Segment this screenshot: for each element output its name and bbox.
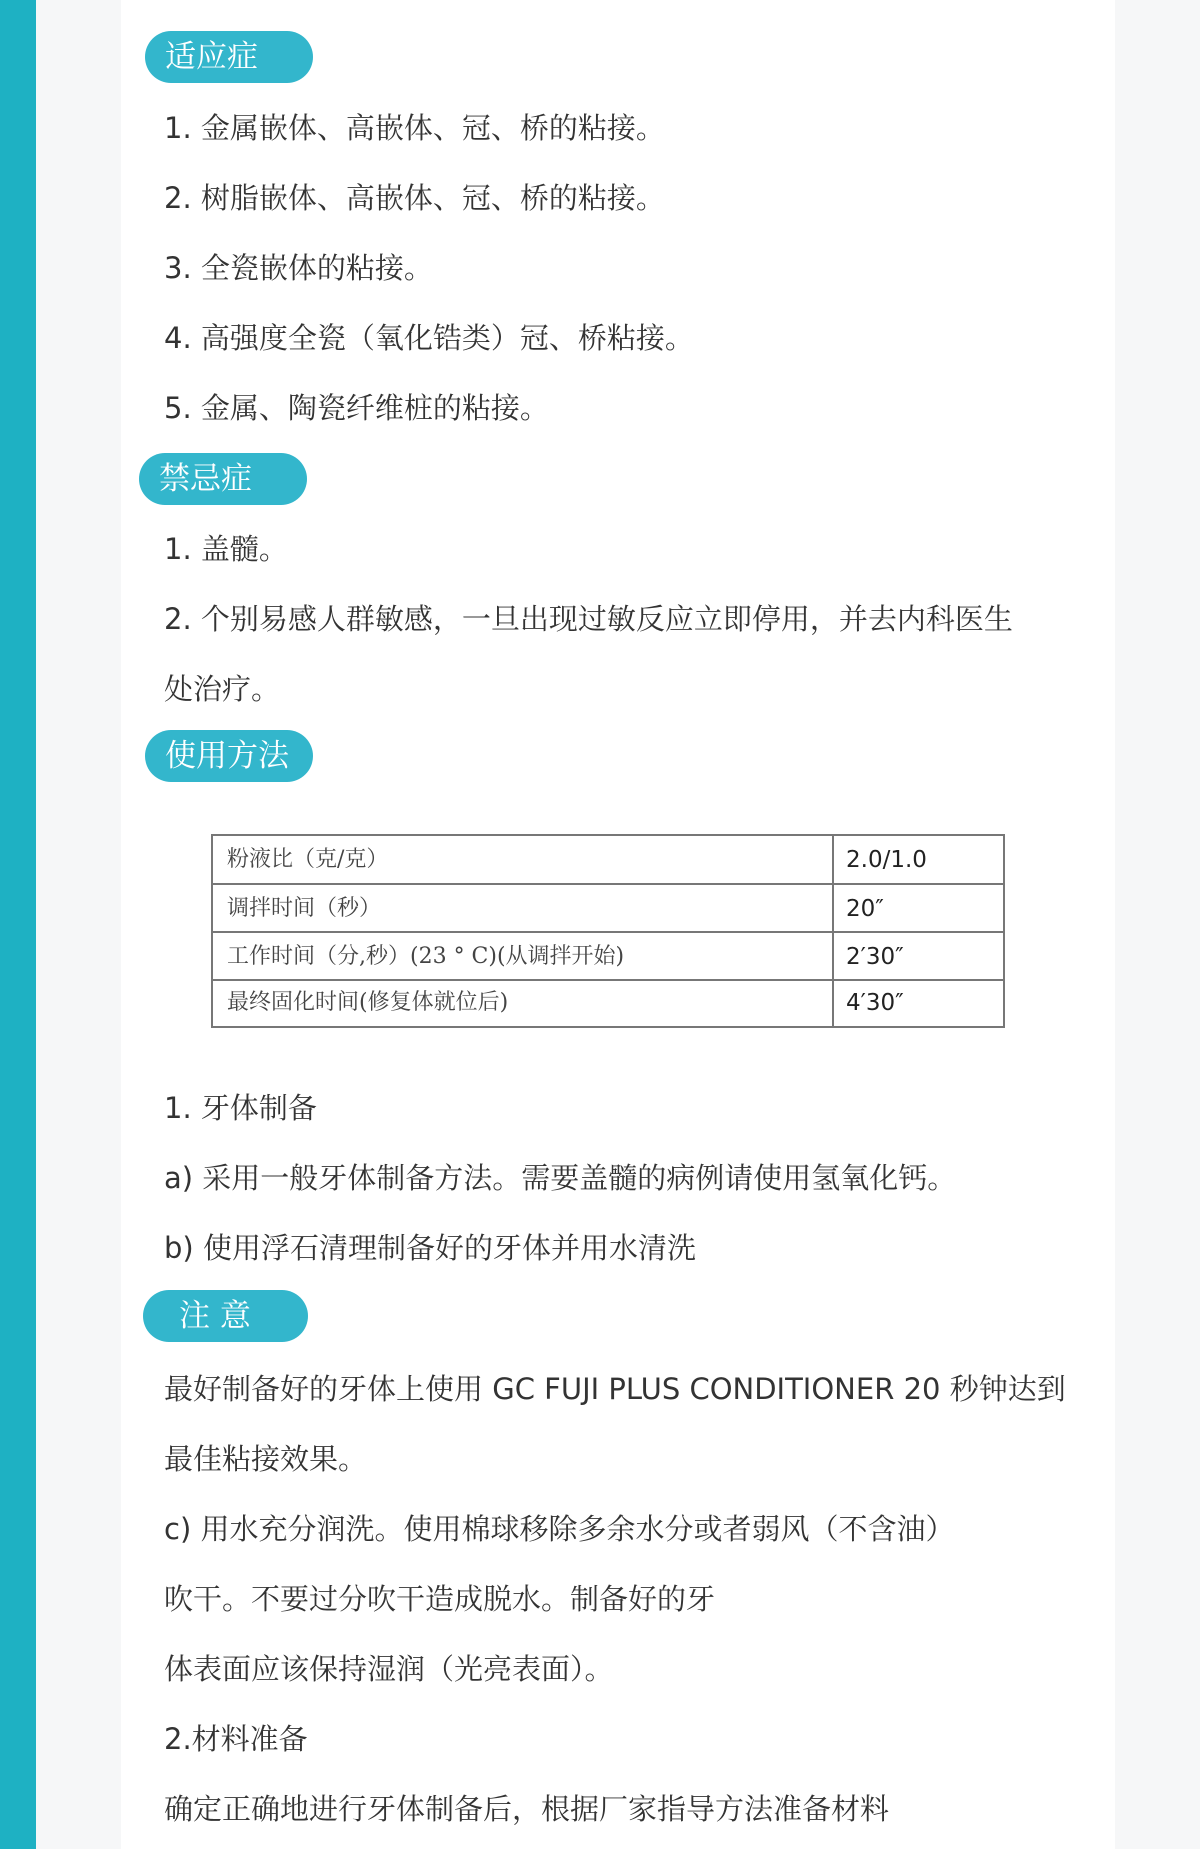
- caution-line-2: 最佳粘接效果。: [164, 1442, 368, 1476]
- material-prep-line: 确定正确地进行牙体制备后，根据厂家指导方法准备材料: [164, 1792, 890, 1826]
- caution-heading: 注 意: [143, 1290, 308, 1342]
- table-cell-label: 最终固化时间(修复体就位后): [227, 990, 509, 1015]
- table-row: [213, 885, 1003, 933]
- table-cell-label: 调拌时间（秒）: [227, 896, 382, 921]
- caution-line-1: 最好制备好的牙体上使用 GC FUJI PLUS CONDITIONER 20 秒钟达到: [164, 1372, 1066, 1406]
- usage-step-1: 1. 牙体制备: [164, 1091, 317, 1125]
- indication-item-3: 3. 全瓷嵌体的粘接。: [164, 251, 433, 285]
- left-accent-bar: [0, 0, 36, 1849]
- contraindication-item-1: 1. 盖髓。: [164, 532, 288, 566]
- table-row: [213, 979, 1003, 1027]
- usage-step-a: a) 采用一般牙体制备方法。需要盖髓的病例请使用氢氧化钙。: [164, 1161, 957, 1195]
- table-cell-label: 工作时间（分,秒）(23 ° C)(从调拌开始): [227, 944, 625, 969]
- indication-item-4: 4. 高强度全瓷（氧化锆类）冠、桥粘接。: [164, 321, 694, 355]
- indication-item-2: 2. 树脂嵌体、高嵌体、冠、桥的粘接。: [164, 181, 665, 215]
- usage-step-b: b) 使用浮石清理制备好的牙体并用水清洗: [164, 1231, 696, 1265]
- caution-line-3: c) 用水充分润洗。使用棉球移除多余水分或者弱风（不含油）: [164, 1512, 955, 1546]
- table-row: [213, 933, 1003, 981]
- table-cell-value: 2′30″: [846, 944, 904, 970]
- caution-line-5: 体表面应该保持湿润（光亮表面）。: [164, 1652, 614, 1686]
- mixing-parameters-table: [211, 834, 1005, 1028]
- caution-line-4: 吹干。不要过分吹干造成脱水。制备好的牙: [164, 1582, 716, 1616]
- usage-heading: 使用方法: [145, 730, 313, 782]
- indication-item-1: 1. 金属嵌体、高嵌体、冠、桥的粘接。: [164, 111, 665, 145]
- table-row: [213, 836, 1003, 884]
- material-prep-heading: 2.材料准备: [164, 1722, 308, 1756]
- table-cell-value: 20″: [846, 896, 884, 922]
- contraindications-heading: 禁忌症: [139, 453, 307, 505]
- table-cell-value: 2.0/1.0: [846, 847, 927, 873]
- indications-heading: 适应症: [145, 31, 313, 83]
- contraindication-item-2-cont: 处治疗。: [164, 672, 281, 706]
- table-cell-value: 4′30″: [846, 990, 904, 1016]
- indication-item-5: 5. 金属、陶瓷纤维桩的粘接。: [164, 391, 549, 425]
- table-cell-label: 粉液比（克/克）: [227, 847, 389, 872]
- contraindication-item-2: 2. 个别易感人群敏感，一旦出现过敏反应立即停用，并去内科医生: [164, 602, 1013, 636]
